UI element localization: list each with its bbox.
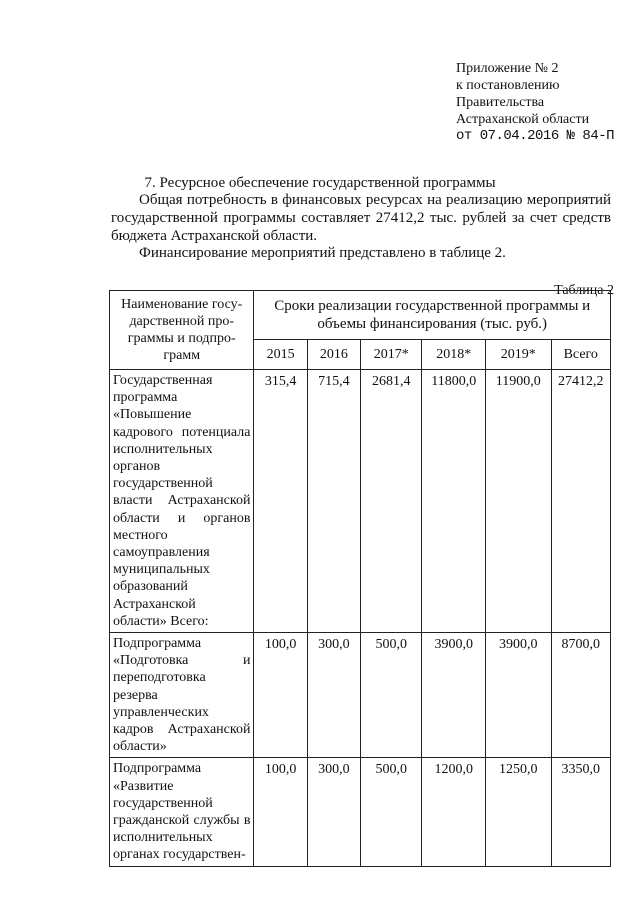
value-cell: 11900,0 bbox=[485, 370, 551, 633]
financing-table bbox=[109, 290, 611, 867]
value-cell: 1250,0 bbox=[485, 758, 551, 866]
value-cell: 300,0 bbox=[307, 633, 360, 758]
value-cell: 8700,0 bbox=[551, 633, 610, 758]
column-header-year: 2015 bbox=[254, 340, 307, 370]
value-cell: 27412,2 bbox=[551, 370, 610, 633]
table-row bbox=[110, 633, 611, 758]
annex-header bbox=[456, 60, 614, 145]
column-header-year: 2019* bbox=[485, 340, 551, 370]
subprogram-name: Подпрограмма «Подготовка и переподготовка резерва управленческих кадров Астраханской области» bbox=[110, 633, 254, 758]
annex-line: Правительства bbox=[456, 95, 545, 110]
column-header-year: 2016 bbox=[307, 340, 360, 370]
value-cell: 500,0 bbox=[360, 633, 421, 758]
annex-line: к постановлению bbox=[456, 78, 560, 93]
column-header-year: 2018* bbox=[422, 340, 486, 370]
column-header-total: Всего bbox=[551, 340, 610, 370]
value-cell: 715,4 bbox=[307, 370, 360, 633]
value-cell: 2681,4 bbox=[360, 370, 421, 633]
value-cell: 3350,0 bbox=[551, 758, 610, 866]
program-name: Государственная программа «Повышение кадрового потенциала исполнительных органов государственной власти Астраханской области и органов местного самоуправления муниципальных образований Астраханской области» Всего: bbox=[110, 370, 254, 633]
section-title: 7. Ресурсное обеспечение государственной программы bbox=[144, 175, 496, 191]
value-cell: 100,0 bbox=[254, 758, 307, 866]
value-cell: 1200,0 bbox=[422, 758, 486, 866]
column-header-year: 2017* bbox=[360, 340, 421, 370]
table-row bbox=[110, 370, 611, 633]
value-cell: 315,4 bbox=[254, 370, 307, 633]
column-header-name: Наименование государственной программы и подпрограмм bbox=[110, 291, 254, 370]
value-cell: 100,0 bbox=[254, 633, 307, 758]
value-cell: 300,0 bbox=[307, 758, 360, 866]
value-cell: 3900,0 bbox=[422, 633, 486, 758]
value-cell: 11800,0 bbox=[422, 370, 486, 633]
paragraph-total-need: Общая потребность в финансовых ресурсах на реализацию мероприятий государственной программы составляет 27412,2 тыс. рублей за счет средств бюджета Астраханской области. bbox=[111, 192, 611, 244]
paragraph-table-ref: Финансирование мероприятий представлено в таблице 2. bbox=[139, 245, 506, 261]
annex-line: Астраханской области bbox=[456, 112, 590, 127]
value-cell: 500,0 bbox=[360, 758, 421, 866]
table-row bbox=[110, 758, 611, 866]
annex-number: Приложение № 2 bbox=[456, 61, 559, 76]
table-label: Таблица 2 bbox=[554, 283, 614, 298]
annex-date: от 07.04.2016 № 84-П bbox=[456, 128, 615, 144]
column-header-span: Сроки реализации государственной программы и объемы финансирования (тыс. руб.) bbox=[254, 291, 611, 340]
value-cell: 3900,0 bbox=[485, 633, 551, 758]
subprogram-name: Подпрограмма «Развитие государственной гражданской службы в исполнительных органах государствен- bbox=[110, 758, 254, 866]
